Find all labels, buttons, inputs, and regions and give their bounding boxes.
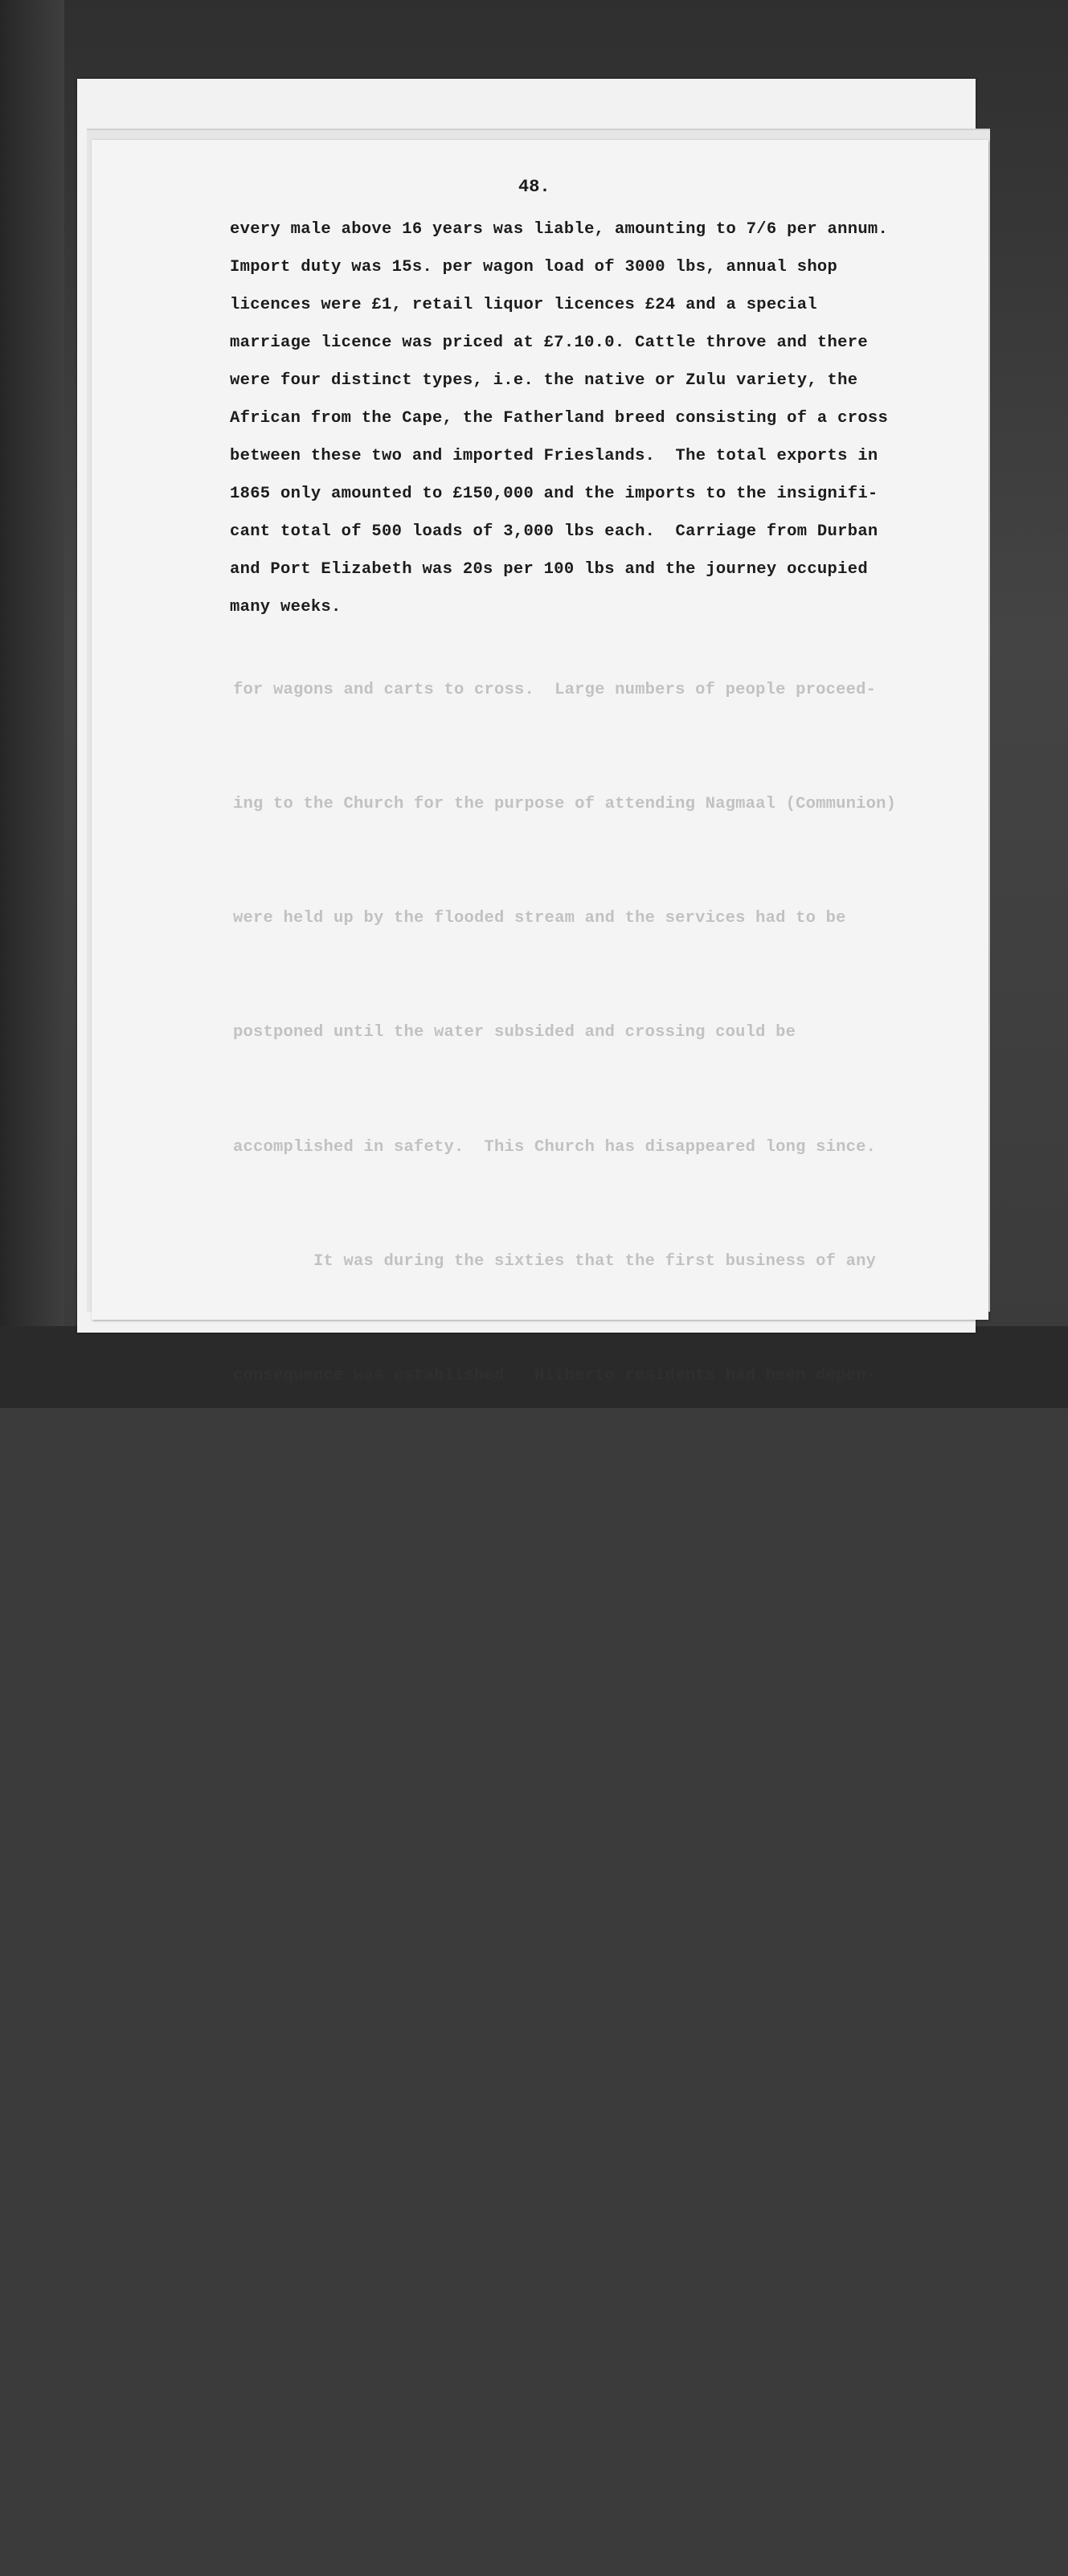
text-line: cant total of 500 loads of 3,000 lbs each. Carriage from Durban: [230, 522, 878, 541]
text-line: 1865 only amounted to £150,000 and the imports to the insignifi-: [230, 485, 878, 503]
binder-edge: [0, 0, 64, 1408]
text-line: African from the Cape, the Fatherland breed consisting of a cross: [230, 409, 889, 428]
show-through-line: of clothing and essential groceries. About the year 1865, a: [233, 1824, 837, 1842]
page-number: 48.: [518, 177, 550, 197]
text-line: every male above 16 years was liable, amounting to 7/6 per annum.: [230, 220, 889, 239]
show-through-line: were held up by the flooded stream and the services had to be: [233, 909, 846, 928]
show-through-line: consequence was established. Hitherto residents had been depen-: [233, 1366, 877, 1386]
body-text: [230, 211, 981, 626]
text-line: Import duty was 15s. per wagon load of 3000 lbs, annual shop: [230, 258, 838, 276]
text-line: were four distinct types, i.e. the native or Zulu variety, the: [230, 371, 858, 390]
show-through-line: there were visits to Durban or Pietermaritzburg for the purpose of: [233, 1595, 897, 1614]
show-through-line: trading ivory, skins and other local products in exchange for items: [233, 1709, 906, 1728]
show-through-line: into the interior. There was nothing hum-drum about commerce in: [233, 2395, 877, 2414]
text-line: marriage licence was priced at £7.10.0. Cattle throve and there: [230, 334, 868, 352]
show-through-line: received the late Mr. Thomas Leask, as a partner. This firm was: [233, 2052, 877, 2071]
text-line: and Port Elizabeth was 20s per 100 lbs and the journey occupied: [230, 560, 868, 579]
text-line: between these two and imported Frieslands. The total exports in: [230, 447, 878, 465]
show-through-line: those days and shop assistants as well as the principals: [233, 2509, 796, 2529]
text-line: many weeks.: [230, 598, 342, 616]
show-through-line: residents as well as for the hunters and traders who penetrated: [233, 2280, 866, 2300]
show-through-text: [233, 595, 980, 2576]
show-through-line: conducted on sound lines and provided for all the wants of the: [233, 2166, 857, 2185]
show-through-line: for wagons and carts to cross. Large numbers of people proceed-: [233, 680, 877, 699]
show-through-line: It was during the sixties that the first business of any: [233, 1251, 877, 1271]
show-through-line: ing to the Church for the purpose of attending Nagmaal (Communion): [233, 795, 897, 814]
show-through-line: accomplished in safety. This Church has disappeared long since.: [233, 1137, 877, 1157]
show-through-line: business was established by the late Mr. James Taylor, who later: [233, 1938, 877, 1957]
text-line: licences were £1, retail liquor licences £24 and a special: [230, 296, 817, 314]
show-through-line: dent upon hawkers, small winkels, (retail shops) and sometimes: [233, 1480, 857, 1500]
show-through-line: postponed until the water subsided and crossing could be: [233, 1023, 796, 1042]
